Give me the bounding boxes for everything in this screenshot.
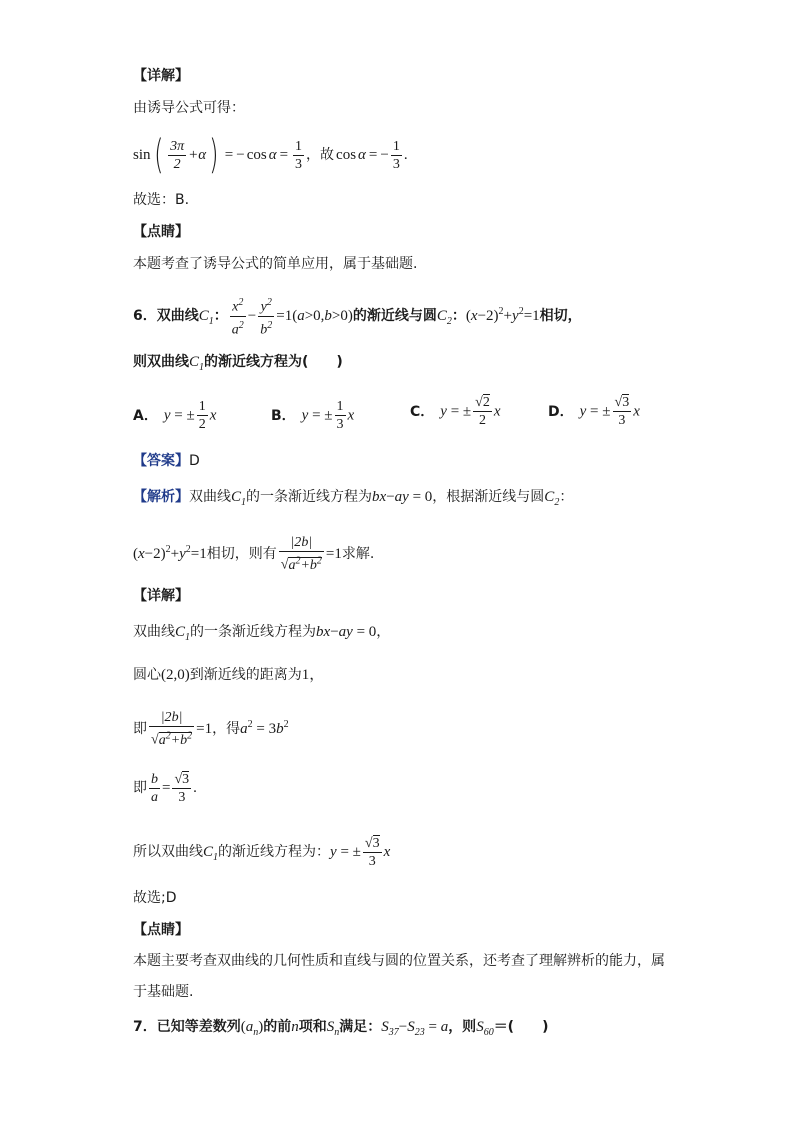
comment-heading: 【点睛】 xyxy=(133,224,189,240)
comment-text: 本题考查了诱导公式的简单应用，属于基础题. xyxy=(133,256,418,272)
detail-line-4: 即 $\frac{b}{a}$ = $\frac{√3}{3}$ . xyxy=(133,771,197,805)
option-a[interactable]: A． y = ± $\frac{1}{2}$ x xyxy=(133,399,217,432)
question-number: 6． xyxy=(133,308,157,324)
detail-heading: 【详解】 xyxy=(133,68,189,84)
detail-line-2: 圆心(2,0)到渐近线的距离为1， xyxy=(133,667,325,683)
answer-line xyxy=(133,451,200,471)
detail-line-5: 所以双曲线$C_1$的渐近线方程为：y = ± $\frac{√3}{3}$ x xyxy=(133,835,391,869)
question-stem: 6．双曲线$C_1$： $\frac{x^2}{a^2}$ − $\frac{y^2}{b^2}$ =1(a>0,b>0)的渐近线与圆$C_2$：$(x-2)^2+y^2=1$相切， xyxy=(133,292,582,332)
question-stem: 7．已知等差数列$(a_n)$的前n项和$S_n$满足：$S_{37}-S_{23} = a$，则$S_{60}=$( ) xyxy=(133,1019,549,1038)
math-expression: sin xyxy=(133,147,151,163)
conclusion-text: 故选;D xyxy=(133,890,177,906)
comment-heading: 【点睛】 xyxy=(133,922,189,938)
answer-value: D xyxy=(189,453,200,469)
detail-text: 由诱导公式可得： xyxy=(133,100,245,116)
comment-text-2: 于基础题. xyxy=(133,984,194,1000)
fraction: $\frac{1}{3}$ xyxy=(392,138,400,172)
option-b[interactable]: B． y = ± $\frac{1}{3}$ x xyxy=(271,399,355,432)
analysis-line-1: 【解析】双曲线$C_1$的一条渐近线方程为bx−ay = 0，根据渐近线与圆$C_2$： xyxy=(133,489,574,508)
detail-line-3: 即 $\frac{|2b|}{√a^2+b^2}$ =1，得$a^2 = 3b^2$ xyxy=(133,710,289,748)
formula-block: sin( $\frac{3\pi}{2}$ +α) = − cos α = $\frac{1}{3}$ ，故 cos α = − $\frac{1}{3}$ . xyxy=(133,132,408,178)
answer-tag: 【答案】 xyxy=(133,453,189,469)
detail-line-1: 双曲线$C_1$的一条渐近线方程为bx−ay = 0， xyxy=(133,624,391,643)
fraction: $\frac{1}{3}$ xyxy=(295,138,303,172)
conclusion-text: 故选：B. xyxy=(133,192,190,208)
option-d[interactable]: D． y = ± $\frac{√3}{3}$ x xyxy=(548,395,640,428)
detail-heading: 【详解】 xyxy=(133,588,189,604)
analysis-line-2: $(x-2)^2+y^2=1$相切，则有 $\frac{|2b|}{√a^2+b^2}$ =1求解. xyxy=(133,535,375,573)
comment-text-1: 本题主要考查双曲线的几何性质和直线与圆的位置关系，还考查了理解辨析的能力，属 xyxy=(133,953,665,969)
question-stem-cont: 则双曲线$C_1$的渐近线方程为( ) xyxy=(133,354,343,373)
question-number: 7． xyxy=(133,1019,157,1035)
option-c[interactable]: C． y = ± $\frac{√2}{2}$ x xyxy=(410,395,501,428)
fraction: $\frac{3\pi}{2}$ xyxy=(170,138,185,172)
